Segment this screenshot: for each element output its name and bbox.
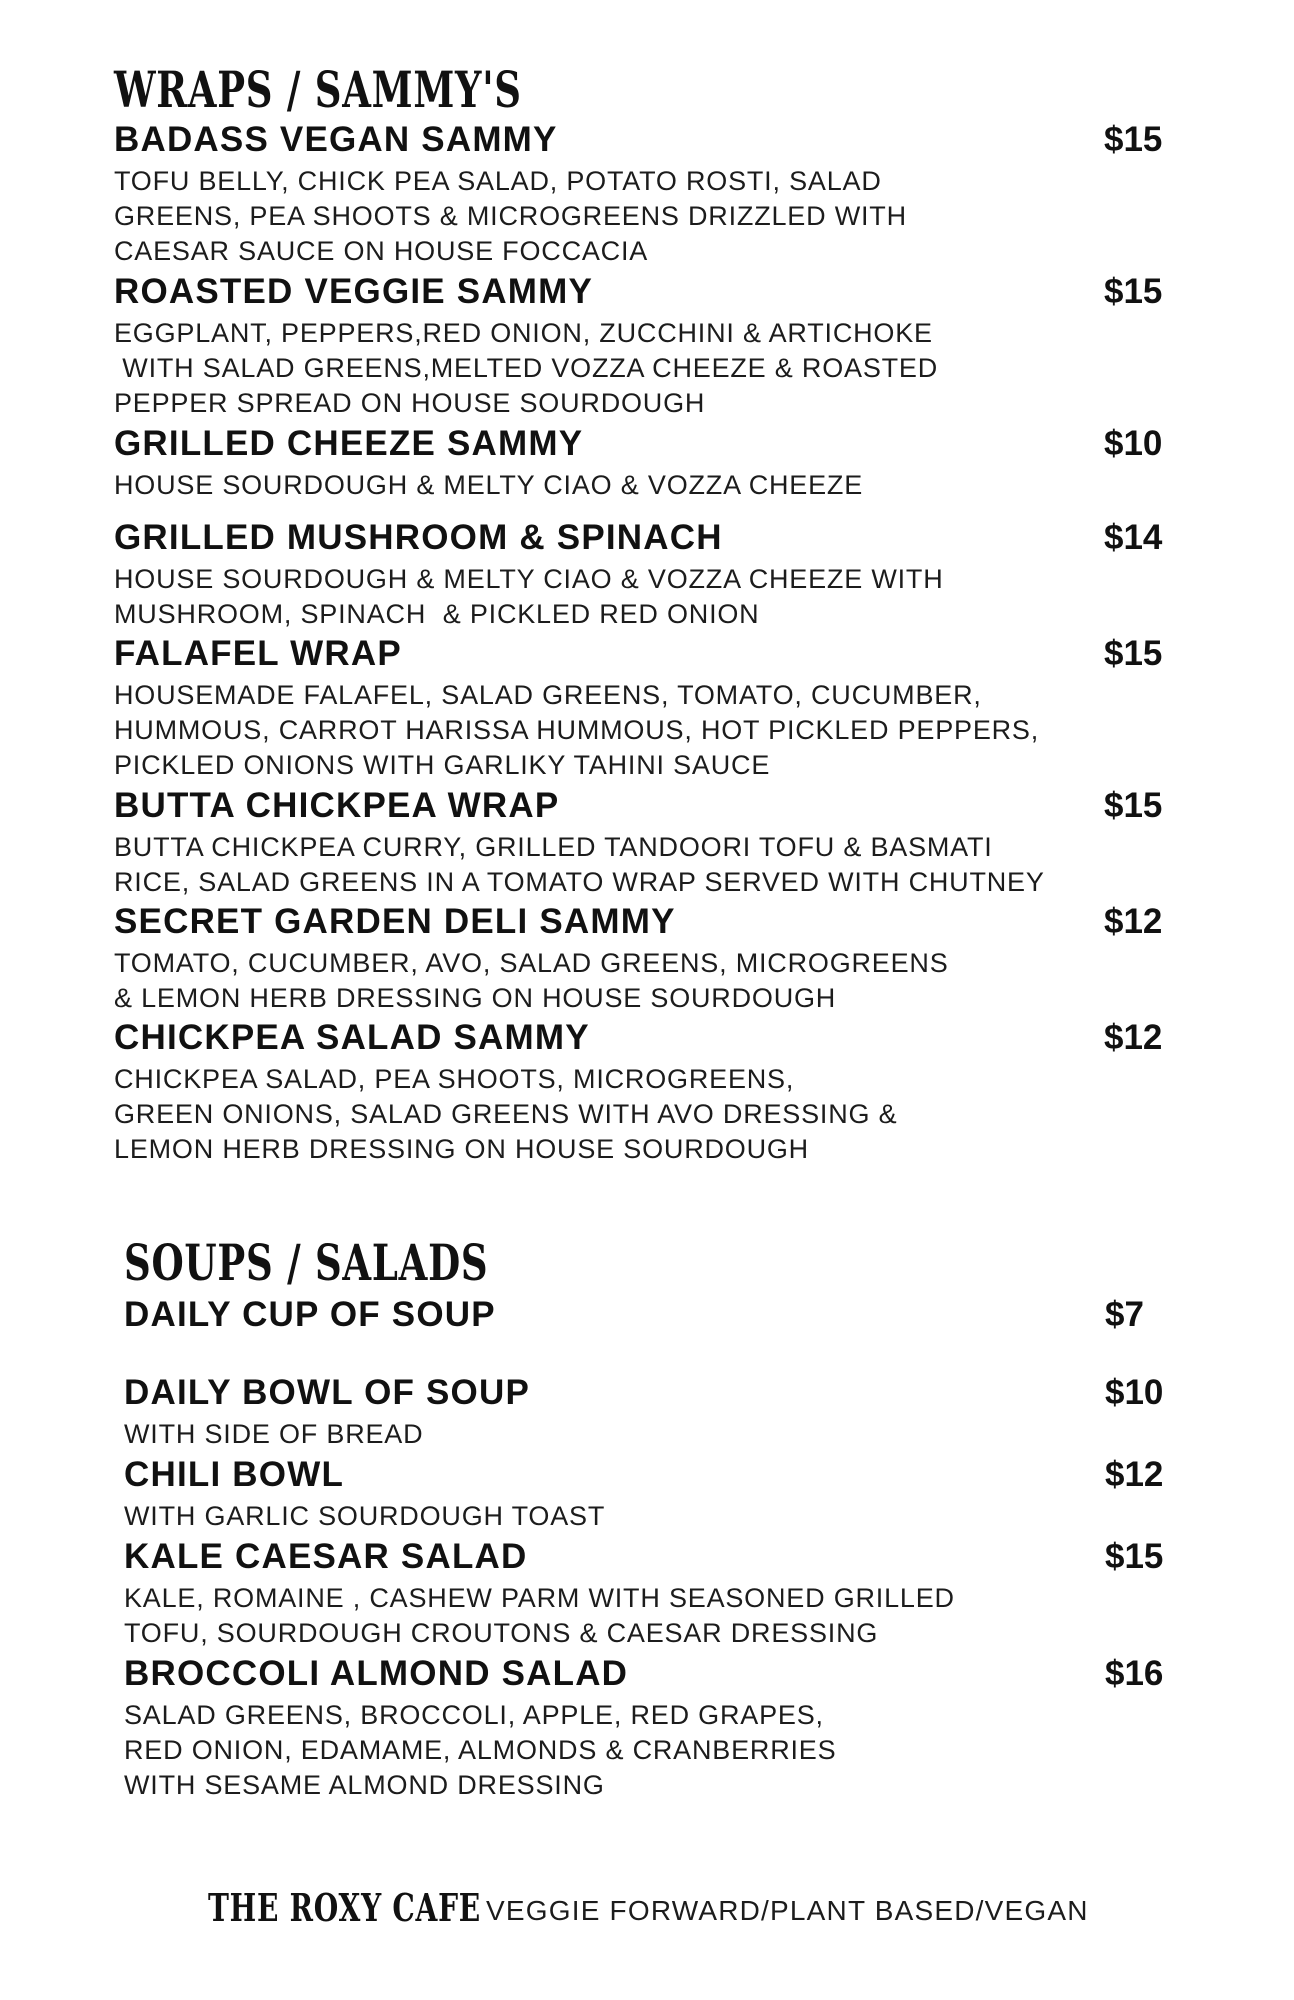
- menu-item: [124, 1293, 1204, 1337]
- description-line: CAESAR SAUCE ON HOUSE FOCCACIA: [114, 236, 649, 266]
- menu-item-name: BADASS VEGAN SAMMY: [114, 120, 558, 159]
- menu-item: [114, 1016, 1194, 1167]
- description-line: & LEMON HERB DRESSING ON HOUSE SOURDOUGH: [114, 983, 837, 1013]
- menu-item-name: DAILY BOWL OF SOUP: [124, 1373, 531, 1412]
- menu-item-description: [114, 162, 1194, 269]
- menu-item-price: $12: [1104, 902, 1163, 941]
- menu-item: [114, 118, 1194, 269]
- menu-item-name: CHILI BOWL: [124, 1455, 345, 1494]
- menu-item: [124, 1652, 1204, 1803]
- menu-item: [114, 900, 1194, 1016]
- menu-item-name: FALAFEL WRAP: [114, 634, 402, 673]
- description-line: RICE, SALAD GREENS IN A TOMATO WRAP SERVED WITH CHUTNEY: [114, 867, 1045, 897]
- menu-item-price: $15: [1104, 120, 1163, 159]
- description-line: WITH SESAME ALMOND DRESSING: [124, 1770, 605, 1800]
- description-line: BUTTA CHICKPEA CURRY, GRILLED TANDOORI TOFU & BASMATI: [114, 832, 993, 862]
- description-line: HOUSEMADE FALAFEL, SALAD GREENS, TOMATO, CUCUMBER,: [114, 680, 982, 710]
- menu-item-name: CHICKPEA SALAD SAMMY: [114, 1018, 590, 1057]
- description-line: CHICKPEA SALAD, PEA SHOOTS, MICROGREENS,: [114, 1064, 795, 1094]
- menu-item-name: BROCCOLI ALMOND SALAD: [124, 1654, 629, 1693]
- menu-item-price: $12: [1105, 1455, 1164, 1494]
- menu-item-price: $12: [1104, 1018, 1163, 1057]
- menu-item-description: [124, 1497, 1204, 1534]
- description-line: KALE, ROMAINE , CASHEW PARM WITH SEASONED GRILLED: [124, 1583, 955, 1613]
- description-line: TOMATO, CUCUMBER, AVO, SALAD GREENS, MICROGREENS: [114, 948, 949, 978]
- menu-item-name: DAILY CUP OF SOUP: [124, 1295, 496, 1334]
- menu-item-name: SECRET GARDEN DELI SAMMY: [114, 902, 676, 941]
- description-line: GREENS, PEA SHOOTS & MICROGREENS DRIZZLED WITH: [114, 201, 907, 231]
- menu-item-price: $15: [1105, 1537, 1164, 1576]
- description-line: PEPPER SPREAD ON HOUSE SOURDOUGH: [114, 388, 706, 418]
- menu-item: [124, 1535, 1204, 1651]
- menu-item-price: $15: [1104, 634, 1163, 673]
- menu-item-description: [114, 944, 1194, 1016]
- description-line: WITH SIDE OF BREAD: [124, 1419, 424, 1449]
- menu-item-name: GRILLED MUSHROOM & SPINACH: [114, 518, 723, 557]
- menu-item-description: [114, 1060, 1194, 1167]
- wraps-section-title: WRAPS / SAMMY'S: [114, 60, 522, 119]
- menu-item: [114, 784, 1194, 900]
- menu-item-price: $10: [1105, 1373, 1164, 1412]
- description-line: HOUSE SOURDOUGH & MELTY CIAO & VOZZA CHEEZE WITH: [114, 564, 944, 594]
- menu-item-price: $7: [1105, 1295, 1144, 1334]
- description-line: EGGPLANT, PEPPERS,RED ONION, ZUCCHINI & ARTICHOKE: [114, 318, 933, 348]
- menu-item: [124, 1453, 1204, 1534]
- menu-item-description: [114, 676, 1194, 783]
- menu-item-name: GRILLED CHEEZE SAMMY: [114, 424, 584, 463]
- menu-item-price: $15: [1104, 786, 1163, 825]
- menu-item: [124, 1371, 1204, 1452]
- menu-item: [114, 422, 1194, 503]
- menu-item-description: [124, 1579, 1204, 1651]
- menu-item-name: ROASTED VEGGIE SAMMY: [114, 272, 594, 311]
- menu-item-description: [114, 466, 1194, 503]
- description-line: SALAD GREENS, BROCCOLI, APPLE, RED GRAPES,: [124, 1700, 824, 1730]
- description-line: HUMMOUS, CARROT HARISSA HUMMOUS, HOT PICKLED PEPPERS,: [114, 715, 1040, 745]
- menu-item-description: [114, 828, 1194, 900]
- menu-item-description: [124, 1696, 1204, 1803]
- description-line: RED ONION, EDAMAME, ALMONDS & CRANBERRIES: [124, 1735, 837, 1765]
- cafe-tagline: VEGGIE FORWARD/PLANT BASED/VEGAN: [486, 1895, 1089, 1926]
- description-line: TOFU BELLY, CHICK PEA SALAD, POTATO ROSTI, SALAD: [114, 166, 882, 196]
- menu-item: [114, 632, 1194, 783]
- menu-item-price: $10: [1104, 424, 1163, 463]
- menu-item-price: $15: [1104, 272, 1163, 311]
- menu-item: [114, 516, 1194, 632]
- description-line: MUSHROOM, SPINACH & PICKLED RED ONION: [114, 599, 760, 629]
- description-line: TOFU, SOURDOUGH CROUTONS & CAESAR DRESSING: [124, 1618, 879, 1648]
- menu-item-name: KALE CAESAR SALAD: [124, 1537, 528, 1576]
- menu-item: [114, 270, 1194, 421]
- cafe-brand: THE ROXY CAFE: [208, 1885, 481, 1930]
- description-line: WITH GARLIC SOURDOUGH TOAST: [124, 1501, 606, 1531]
- description-line: LEMON HERB DRESSING ON HOUSE SOURDOUGH: [114, 1134, 809, 1164]
- description-line: HOUSE SOURDOUGH & MELTY CIAO & VOZZA CHEEZE: [114, 470, 864, 500]
- menu-item-price: $16: [1105, 1654, 1164, 1693]
- description-line: WITH SALAD GREENS,MELTED VOZZA CHEEZE & ROASTED: [114, 353, 939, 383]
- menu-item-price: $14: [1104, 518, 1163, 557]
- description-line: GREEN ONIONS, SALAD GREENS WITH AVO DRESSING &: [114, 1099, 898, 1129]
- menu-item-description: [114, 560, 1194, 632]
- menu-item-name: BUTTA CHICKPEA WRAP: [114, 786, 560, 825]
- soups-section-title: SOUPS / SALADS: [124, 1233, 489, 1292]
- menu-item-description: [114, 314, 1194, 421]
- menu-item-description: [124, 1415, 1204, 1452]
- description-line: PICKLED ONIONS WITH GARLIKY TAHINI SAUCE: [114, 750, 771, 780]
